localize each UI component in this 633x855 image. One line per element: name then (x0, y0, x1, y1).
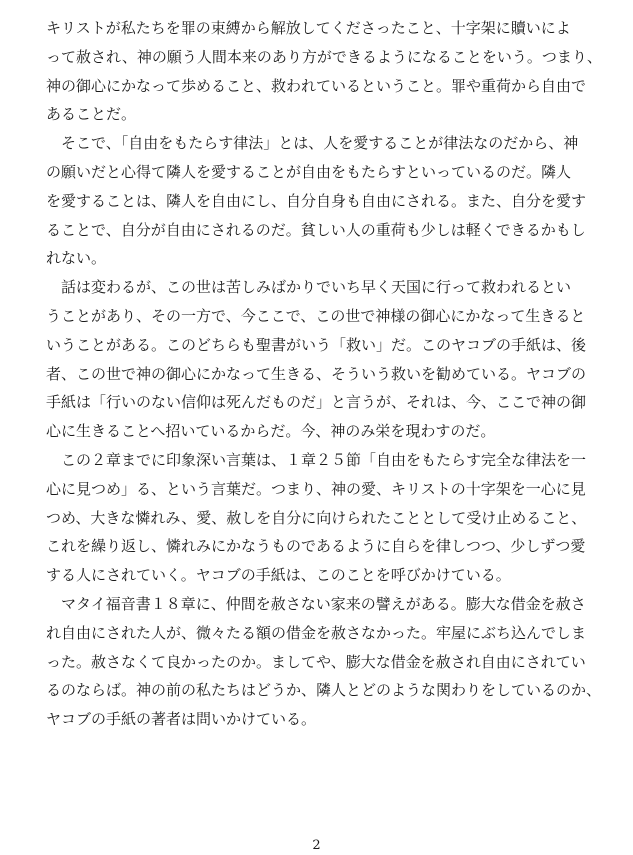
text-line: いうことがある。このどちらも聖書がいう「救い」だ。このヤコブの手紙は、後 (46, 335, 587, 354)
text-line: 話は変わるが、この世は苦しみばかりでいち早く天国に行って救われるとい (46, 278, 572, 297)
text-line: ヤコブの手紙の著者は問いかけている。 (46, 710, 317, 729)
text-line: ることで、自分が自由にされるのだ。貧しい人の重荷も少しは軽くできるかもし (46, 220, 586, 239)
text-line: を愛することは、隣人を自由にし、自分自身も自由にされる。また、自分を愛す (46, 191, 587, 210)
text-line: うことがあり、その一方で、今ここで、この世で神様の御心にかなって生きると (46, 306, 586, 325)
text-line: 心に生きることへ招いているからだ。今、神のみ栄を現わすのだ。 (46, 422, 496, 441)
text-line: の願いだと心得て隣人を愛することが自由をもたらすといっているのだ。隣人 (46, 162, 572, 181)
paragraph-4 (46, 446, 606, 590)
paragraph-1 (46, 14, 606, 129)
text-line: 手紙は「行いのない信仰は死んだものだ」と言うが、それは、今、ここで神の御 (46, 393, 587, 412)
text-line: れない。 (46, 249, 107, 268)
paragraph-2 (46, 129, 606, 273)
text-line: この２章までに印象深い言葉は、１章２５節「自由をもたらす完全な律法を一 (46, 450, 587, 469)
text-line: 神の御心にかなって歩めること、救われているということ。罪や重荷から自由で (46, 76, 587, 95)
text-line: るのならば。神の前の私たちはどうか、隣人とどのような関わりをしているのか、 (46, 681, 602, 700)
body-text (46, 14, 606, 734)
text-line: って赦され、神の願う人間本来のあり方ができるようになることをいう。つまり、 (46, 47, 602, 66)
text-line: あることだ。 (46, 105, 137, 124)
text-line: キリストが私たちを罪の束縛から解放してくださったこと、十字架に贖いによ (46, 19, 571, 37)
text-line: そこで、「自由をもたらす律法」とは、人を愛することが律法なのだから、神 (46, 134, 579, 153)
paragraph-3 (46, 273, 606, 446)
text-line: れ自由にされた人が、微々たる額の借金を赦さなかった。牢屋にぶち込んでしま (46, 623, 587, 642)
text-line: これを繰り返し、憐れみにかなうものであるように自らを律しつつ、少しずつ愛 (46, 537, 586, 556)
text-line: つめ、大きな憐れみ、愛、赦しを自分に向けられたこととして受け止めること、 (46, 508, 587, 527)
text-line: 心に見つめ」る、という言葉だ。つまり、神の愛、キリストの十字架を一心に見 (46, 479, 586, 498)
text-line: った。赦さなくて良かったのか。ましてや、膨大な借金を赦され自由にされてい (46, 652, 586, 671)
text-line: マタイ福音書１８章に、仲間を赦さない家来の譬えがある。膨大な借金を赦さ (46, 594, 586, 613)
text-line: 者、この世で神の御心にかなって生きる、そういう救いを勧めている。ヤコブの (46, 364, 587, 383)
text-line: する人にされていく。ヤコブの手紙は、このことを呼びかけている。 (46, 566, 511, 585)
page-number: 2 (312, 838, 321, 853)
paragraph-5 (46, 590, 606, 734)
